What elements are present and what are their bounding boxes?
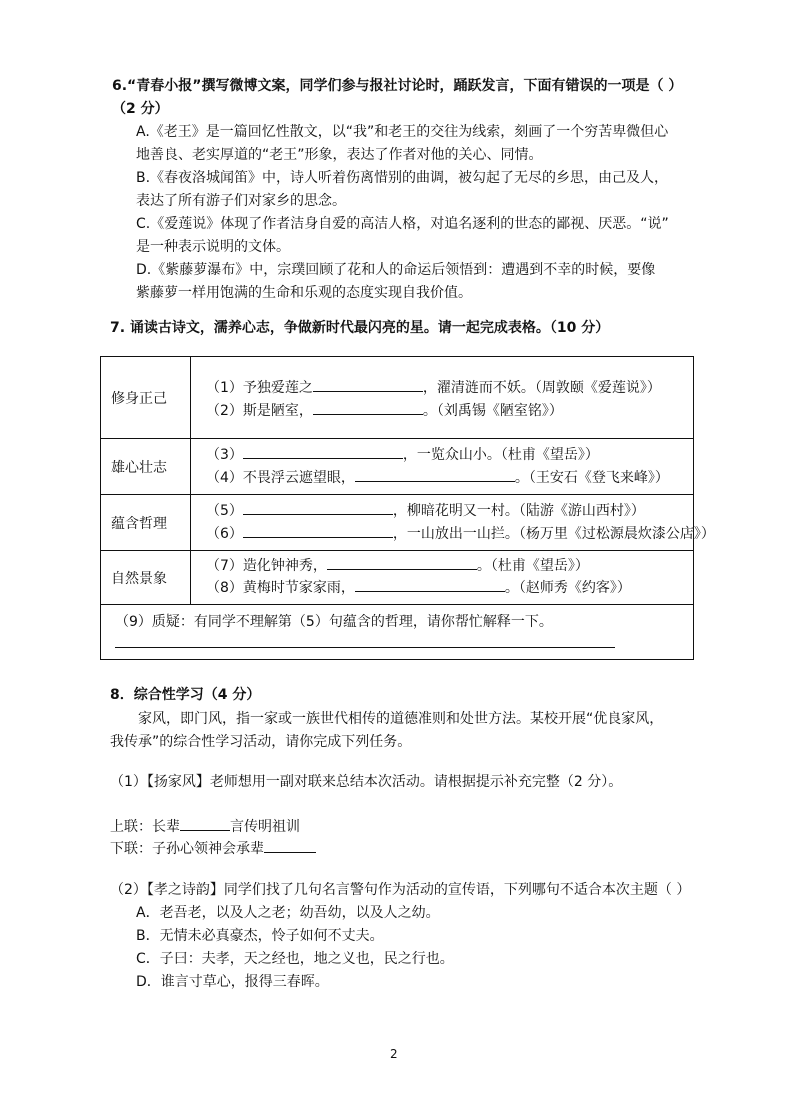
couplet-upper: 上联：长辈 言传明祖训 — [110, 816, 300, 837]
q8-option-a: A．老吾老，以及人之老；幼吾幼，以及人之幼。 — [136, 905, 440, 921]
q6-option-c-line2: 是一种表示说明的文体。 — [136, 239, 290, 255]
blank-line-5: （5） ，柳暗花明又一村。（陆游《游山西村》） — [206, 500, 645, 522]
answer-blank[interactable] — [264, 838, 316, 853]
q8-task1: （1）【扬家风】老师想用一副对联来总结本次活动。请根据提示补充完整（2 分）。 — [110, 774, 623, 790]
q8-option-d: D．谁言寸草心，报得三春晖。 — [136, 974, 329, 990]
category-cell: 修身正己 — [101, 357, 191, 438]
q6-stem-line1: 6.“青春小报”撰写微博文案，同学们参与报社讨论时，踊跃发言，下面有错误的一项是（ ） — [112, 78, 683, 94]
q6-option-a-line1: A.《老王》是一篇回忆性散文，以“我”和老王的交往为线索，刻画了一个穷苦卑微但心 — [136, 124, 669, 140]
table-row — [101, 495, 715, 551]
answer-blank[interactable] — [243, 500, 393, 515]
q6-option-d-line2: 紫藤萝一样用饱满的生命和乐观的态度实现自我价值。 — [136, 285, 472, 301]
answer-blank[interactable] — [243, 523, 393, 538]
answer-blank[interactable] — [355, 577, 505, 592]
answer-blank[interactable] — [355, 467, 515, 482]
blank-line-7: （7）造化钟神秀， 。（杜甫《望岳》） — [206, 555, 589, 577]
category-cell: 雄心壮志 — [101, 439, 191, 494]
category-cell: 自然景象 — [101, 551, 191, 604]
blank-line-1: （1）予独爱莲之 ，濯清涟而不妖。（周敦颐《爱莲说》） — [206, 377, 661, 399]
answer-blank[interactable] — [313, 400, 423, 415]
answer-line[interactable] — [115, 633, 615, 648]
blank-line-3: （3） ，一览众山小。（杜甫《望岳》） — [206, 444, 599, 466]
blank-line-2: （2）斯是陋室， 。（刘禹锡《陋室铭》） — [206, 400, 563, 422]
poetry-table — [100, 356, 715, 660]
page-number: 2 — [390, 1047, 398, 1061]
q6-option-d-line1: D.《紫藤萝瀑布》中，宗璞回顾了花和人的命运后领悟到：遭遇到不幸的时候，要像 — [136, 262, 656, 278]
blank-line-6: （6） ，一山放出一山拦。（杨万里《过松源晨炊漆公店》） — [206, 523, 715, 545]
q6-option-b-line2: 表达了所有游子们对家乡的思念。 — [136, 193, 346, 209]
answer-blank[interactable] — [327, 555, 477, 570]
q9-question: （9）质疑：有同学不理解第（5）句蕴含的哲理，请你帮忙解释一下。 — [115, 614, 553, 630]
q8-option-b: B．无情未必真豪杰，怜子如何不丈夫。 — [136, 928, 384, 944]
q8-intro-line1: 家风，即门风，指一家或一族世代相传的道德准则和处世方法。某校开展“优良家风， — [138, 711, 664, 727]
couplet-lower: 下联：子孙心领神会承辈 — [110, 838, 316, 859]
answer-blank[interactable] — [313, 377, 423, 392]
answer-blank[interactable] — [180, 816, 230, 831]
q6-option-b-line1: B.《春夜洛城闻笛》中，诗人听着伤离惜别的曲调，被勾起了无尽的乡思，由己及人， — [136, 170, 669, 186]
table-row — [101, 551, 693, 605]
table-row — [101, 357, 693, 439]
q8-task2: （2）【孝之诗韵】同学们找了几句名言警句作为活动的宣传语，下列哪句不适合本次主题（ ） — [110, 882, 691, 898]
q6-stem-line2: （2 分） — [112, 101, 169, 117]
table-row — [101, 439, 693, 495]
blank-line-4: （4）不畏浮云遮望眼， 。（王安石《登飞来峰》） — [206, 467, 669, 489]
q8-intro-line2: 我传承”的综合性学习活动，请你完成下列任务。 — [110, 734, 412, 750]
q6-option-a-line2: 地善良、老实厚道的“老王”形象，表达了作者对他的关心、同情。 — [136, 147, 543, 163]
answer-blank[interactable] — [243, 444, 403, 459]
q8-option-c: C．子曰：夫孝，天之经也，地之义也，民之行也。 — [136, 951, 454, 967]
q6-option-c-line1: C.《爱莲说》体现了作者洁身自爱的高洁人格，对追名逐利的世态的鄙视、厌恶。“说” — [136, 216, 669, 232]
blank-line-8: （8）黄梅时节家家雨， 。（赵师秀《约客》） — [206, 577, 631, 599]
q8-stem: 8．综合性学习（4 分） — [110, 687, 261, 703]
q7-stem: 7. 诵读古诗文，濡养心志，争做新时代最闪亮的星。请一起完成表格。（10 分） — [110, 320, 610, 336]
table-row — [101, 605, 693, 659]
category-cell: 蕴含哲理 — [101, 495, 191, 550]
